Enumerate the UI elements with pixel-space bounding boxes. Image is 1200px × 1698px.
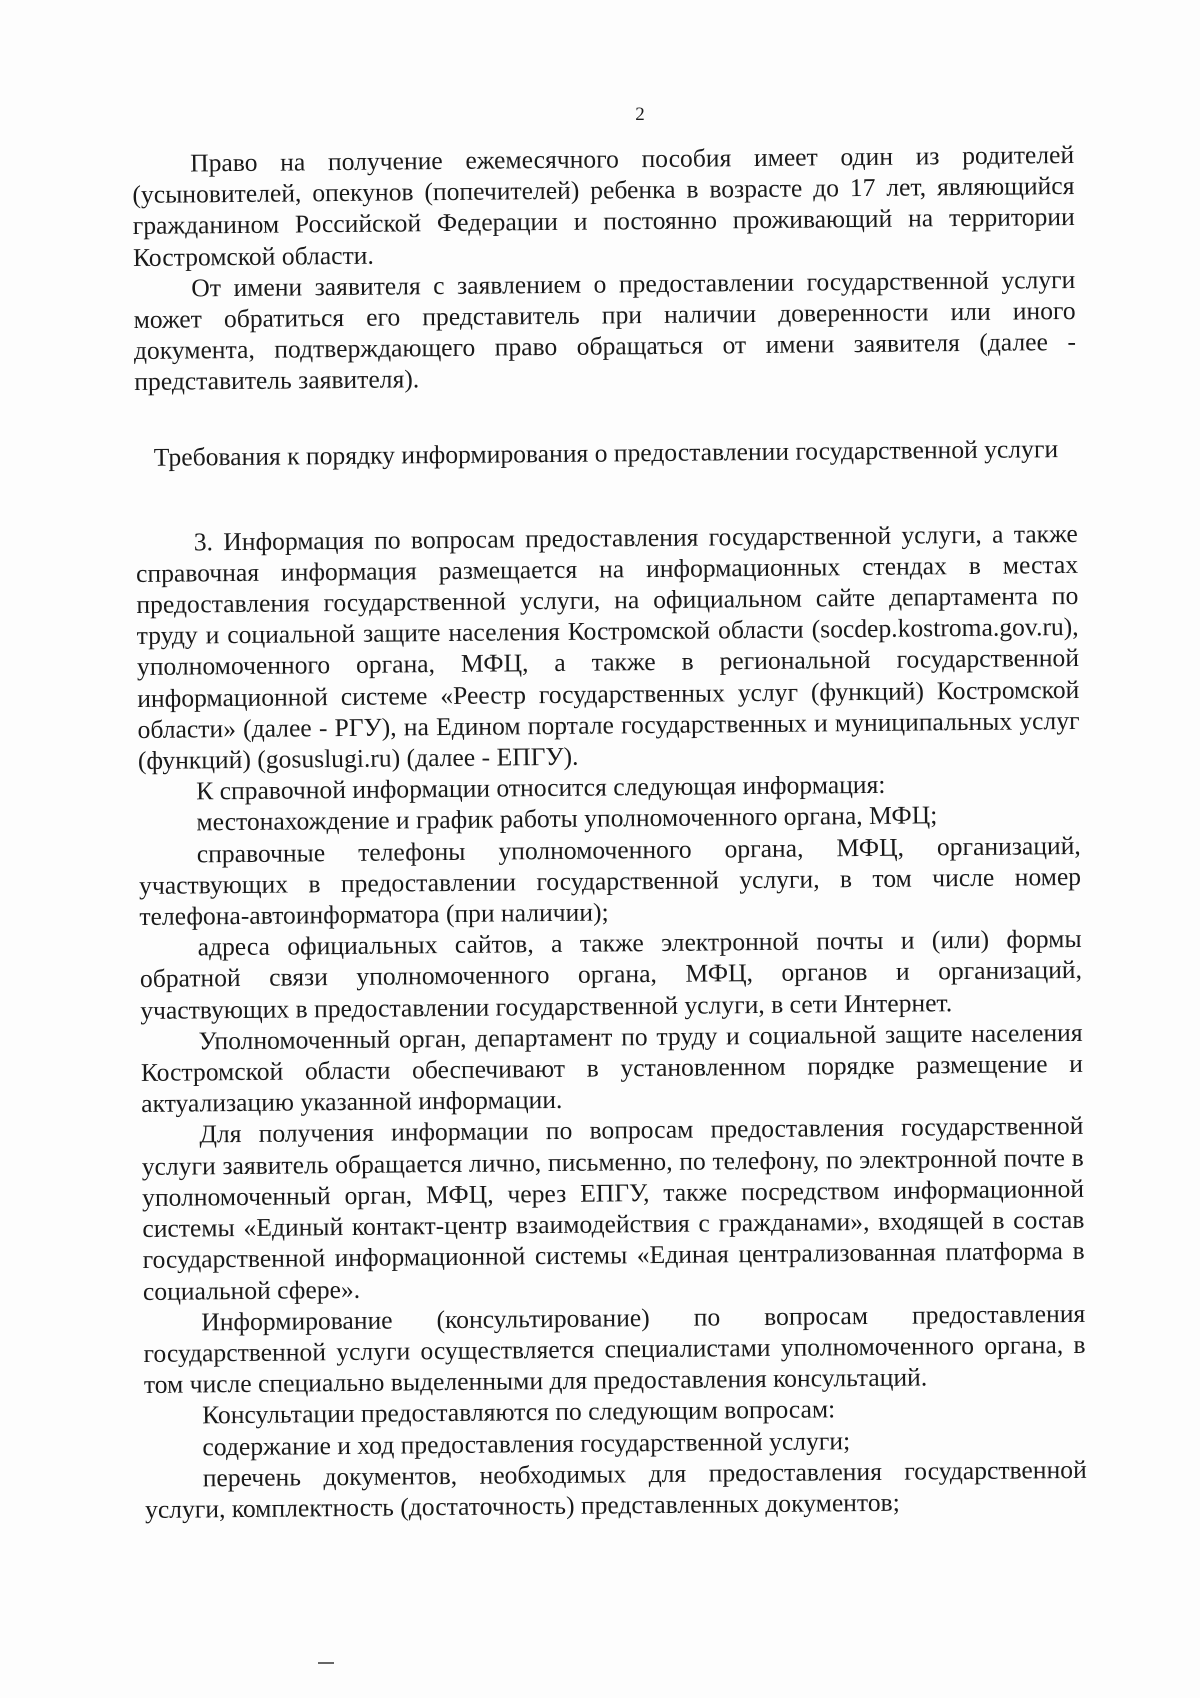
paragraph-representative: От имени заявителя с заявлением о предоставлении государственной услуги может обратиться его представитель при наличии доверенности или иного документа, подтверждающего право обращаться от имени заявителя (далее - представитель заявителя). <box>133 264 1077 397</box>
paragraph-websites-email: адреса официальных сайтов, а также электронной почты и (или) формы обратной связи уполномоченного органа, МФЦ, органов и организаций, участвующих в предоставлении государственной услуги, в сети Интернет. <box>139 924 1083 1025</box>
paragraph-eligibility: Право на получение ежемесячного пособия имеет один из родителей (усыновителей, опекунов (попечителей) ребенка в возрасте до 17 лет, являющийся гражданином Российской Федерации и постоянно проживающий на территории Костромской области. <box>132 139 1075 272</box>
paragraph-location-schedule: местонахождение и график работы уполномоченного органа, МФЦ; <box>196 800 938 837</box>
paragraph-consulting-specialists: Информирование (консультирование) по вопросам предоставления государственной услуги осуществляется специалистами уполномоченного органа, в том числе специально выделенными для предоставления консультаций. <box>143 1298 1086 1400</box>
page-number: 2 <box>635 104 645 125</box>
paragraph-info-maintenance: Уполномоченный орган, департамент по труду и социальной защите населения Костромской области обеспечивают в установленном порядке размещение и актуализацию указанной информации. <box>140 1017 1083 1119</box>
paragraph-consultation-topics: Консультации предоставляются по следующим вопросам: <box>202 1394 836 1430</box>
paragraph-reference-phones: справочные телефоны уполномоченного органа, МФЦ, организаций, участвующих в предоставлении государственной услуги, в том числе номер телефона-автоинформатора (при наличии); <box>138 830 1082 932</box>
section-heading: Требования к порядку информирования о предоставлении государственной услуги <box>153 433 1059 472</box>
paragraph-information-sources: 3. Информация по вопросам предоставления государственной услуги, а также справочная информация размещается на информационных стендах в местах предоставления государственной услуги, на официальном сайте департамента по труду и социальной защите населения Костромской области (socdep.kostroma.gov.ru), уполномоченного органа, МФЦ, а также в региональной государственной информационной системе «Реестр государственных услуг (функций) Костромской области» (далее - РГУ), на Едином портале государственных и муниципальных услуг (функций) (gosuslugi.ru) (далее - ЕПГУ). <box>135 518 1080 776</box>
paragraph-reference-info-intro: К справочной информации относится следующая информация: <box>196 770 886 806</box>
paragraph-topic-documents: перечень документов, необходимых для предоставления государственной услуги, комплектность (достаточность) представленных документов; <box>144 1454 1087 1524</box>
paragraph-topic-progress: содержание и ход предоставления государственной услуги; <box>202 1425 851 1461</box>
paragraph-how-to-request: Для получения информации по вопросам предоставления государственной услуги заявитель обращается лично, письменно, по телефону, по электронной почте в уполномоченный орган, МФЦ, через ЕПГУ, также посредством информационной системы «Единый контакт-центр взаимодействия с гражданами», входящей в состав государственной информационной системы «Единая централизованная платформа в социальной сфере». <box>141 1111 1085 1306</box>
scan-mark <box>318 1662 334 1664</box>
document-body <box>132 139 1087 1525</box>
